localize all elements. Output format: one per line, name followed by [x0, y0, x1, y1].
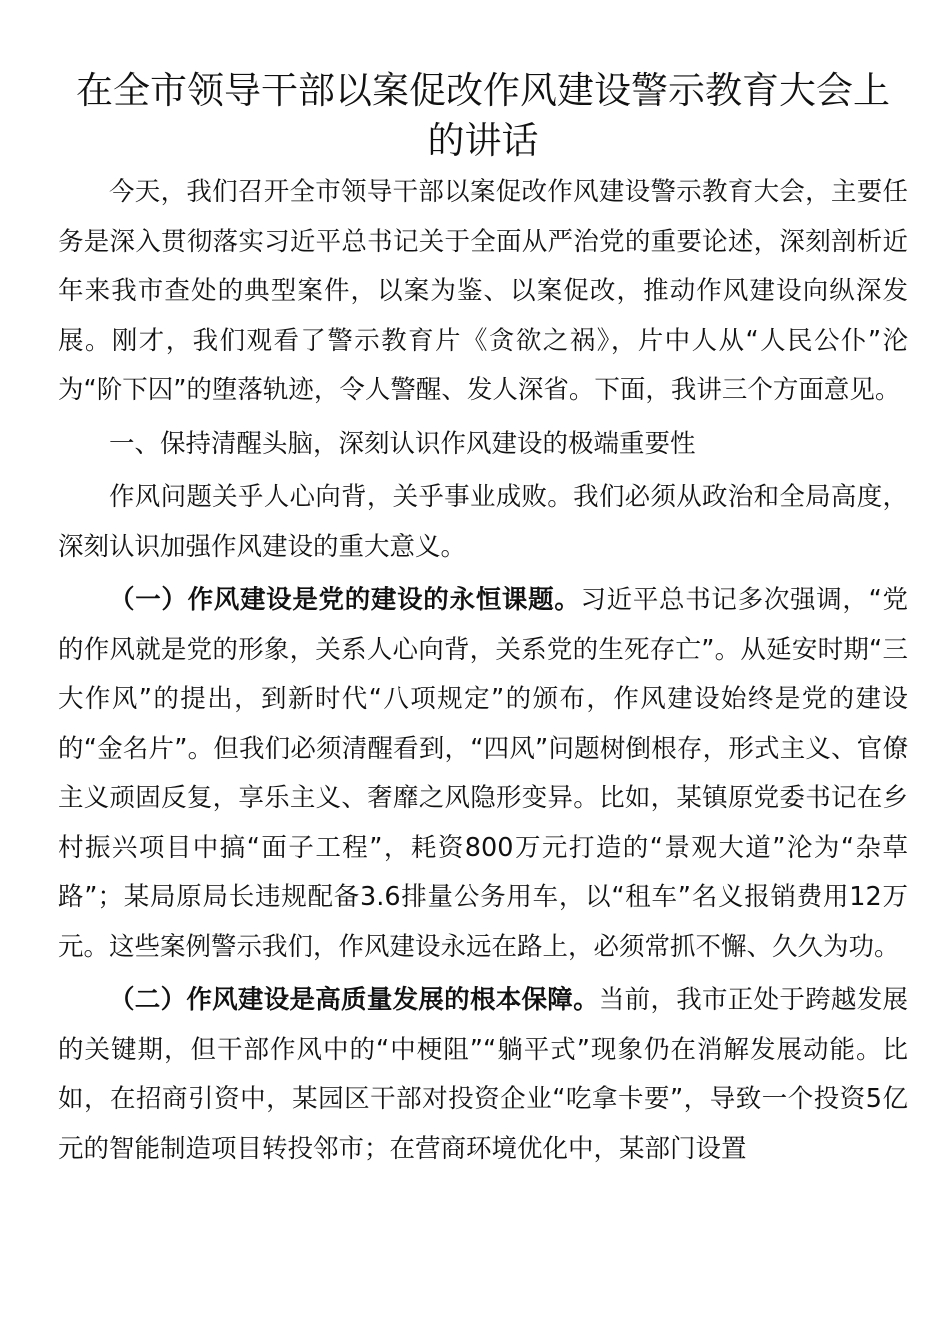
subsection-1-body: 习近平总书记多次强调，“党的作风就是党的形象，关系人心向背，关系党的生死存亡”。从延安时期“三大作风”的提出，到新时代“八项规定”的颁布，作风建设始终是党的建设的“金名片”。但我们必须清醒看到，“四风”问题树倒根存，形式主义、官僚主义顽固反复，享乐主义、奢靡之风隐形变异。比如，某镇原党委书记在乡村振兴项目中搞“面子工程”，耗资800万元打造的“景观大道”沦为“杂草路”；某局原局长违规配备3.6排量公务用车，以“租车”名义报销费用12万元。这些案例警示我们，作风建设永远在路上，必须常抓不懈、久久为功。: [58, 585, 908, 962]
subsection-2-body: 当前，我市正处于跨越发展的关键期，但干部作风中的“中梗阻”“躺平式”现象仍在消解发展动能。比如，在招商引资中，某园区干部对投资企业“吃拿卡要”，导致一个投资5亿元的智能制造项目转投邻市；在营商环境优化中，某部门设置: [58, 985, 908, 1164]
section-1-intro-paragraph: 作风问题关乎人心向背，关乎事业成败。我们必须从政治和全局高度，深刻认识加强作风建设的重大意义。: [58, 482, 908, 562]
subsection-1-paragraph: [58, 576, 908, 972]
subsection-2-paragraph: [58, 976, 908, 1174]
document-page: [58, 66, 908, 1174]
document-title: 在全市领导干部以案促改作风建设警示教育大会上的讲话: [76, 69, 890, 162]
subsection-1-lead: （一）作风建设是党的建设的永恒课题。: [109, 585, 581, 615]
section-heading-1: 一、保持清醒头脑，深刻认识作风建设的极端重要性: [109, 428, 696, 459]
subsection-2-lead: （二）作风建设是高质量发展的根本保障。: [109, 985, 599, 1015]
intro-paragraph: 今天，我们召开全市领导干部以案促改作风建设警示教育大会，主要任务是深入贯彻落实习近平总书记关于全面从严治党的重要论述，深刻剖析近年来我市查处的典型案件，以案为鉴、以案促改，推动作风建设向纵深发展。刚才，我们观看了警示教育片《贪欲之祸》，片中人从“人民公仆”沦为“阶下囚”的堕落轨迹，令人警醒、发人深省。下面，我讲三个方面意见。: [58, 177, 908, 405]
